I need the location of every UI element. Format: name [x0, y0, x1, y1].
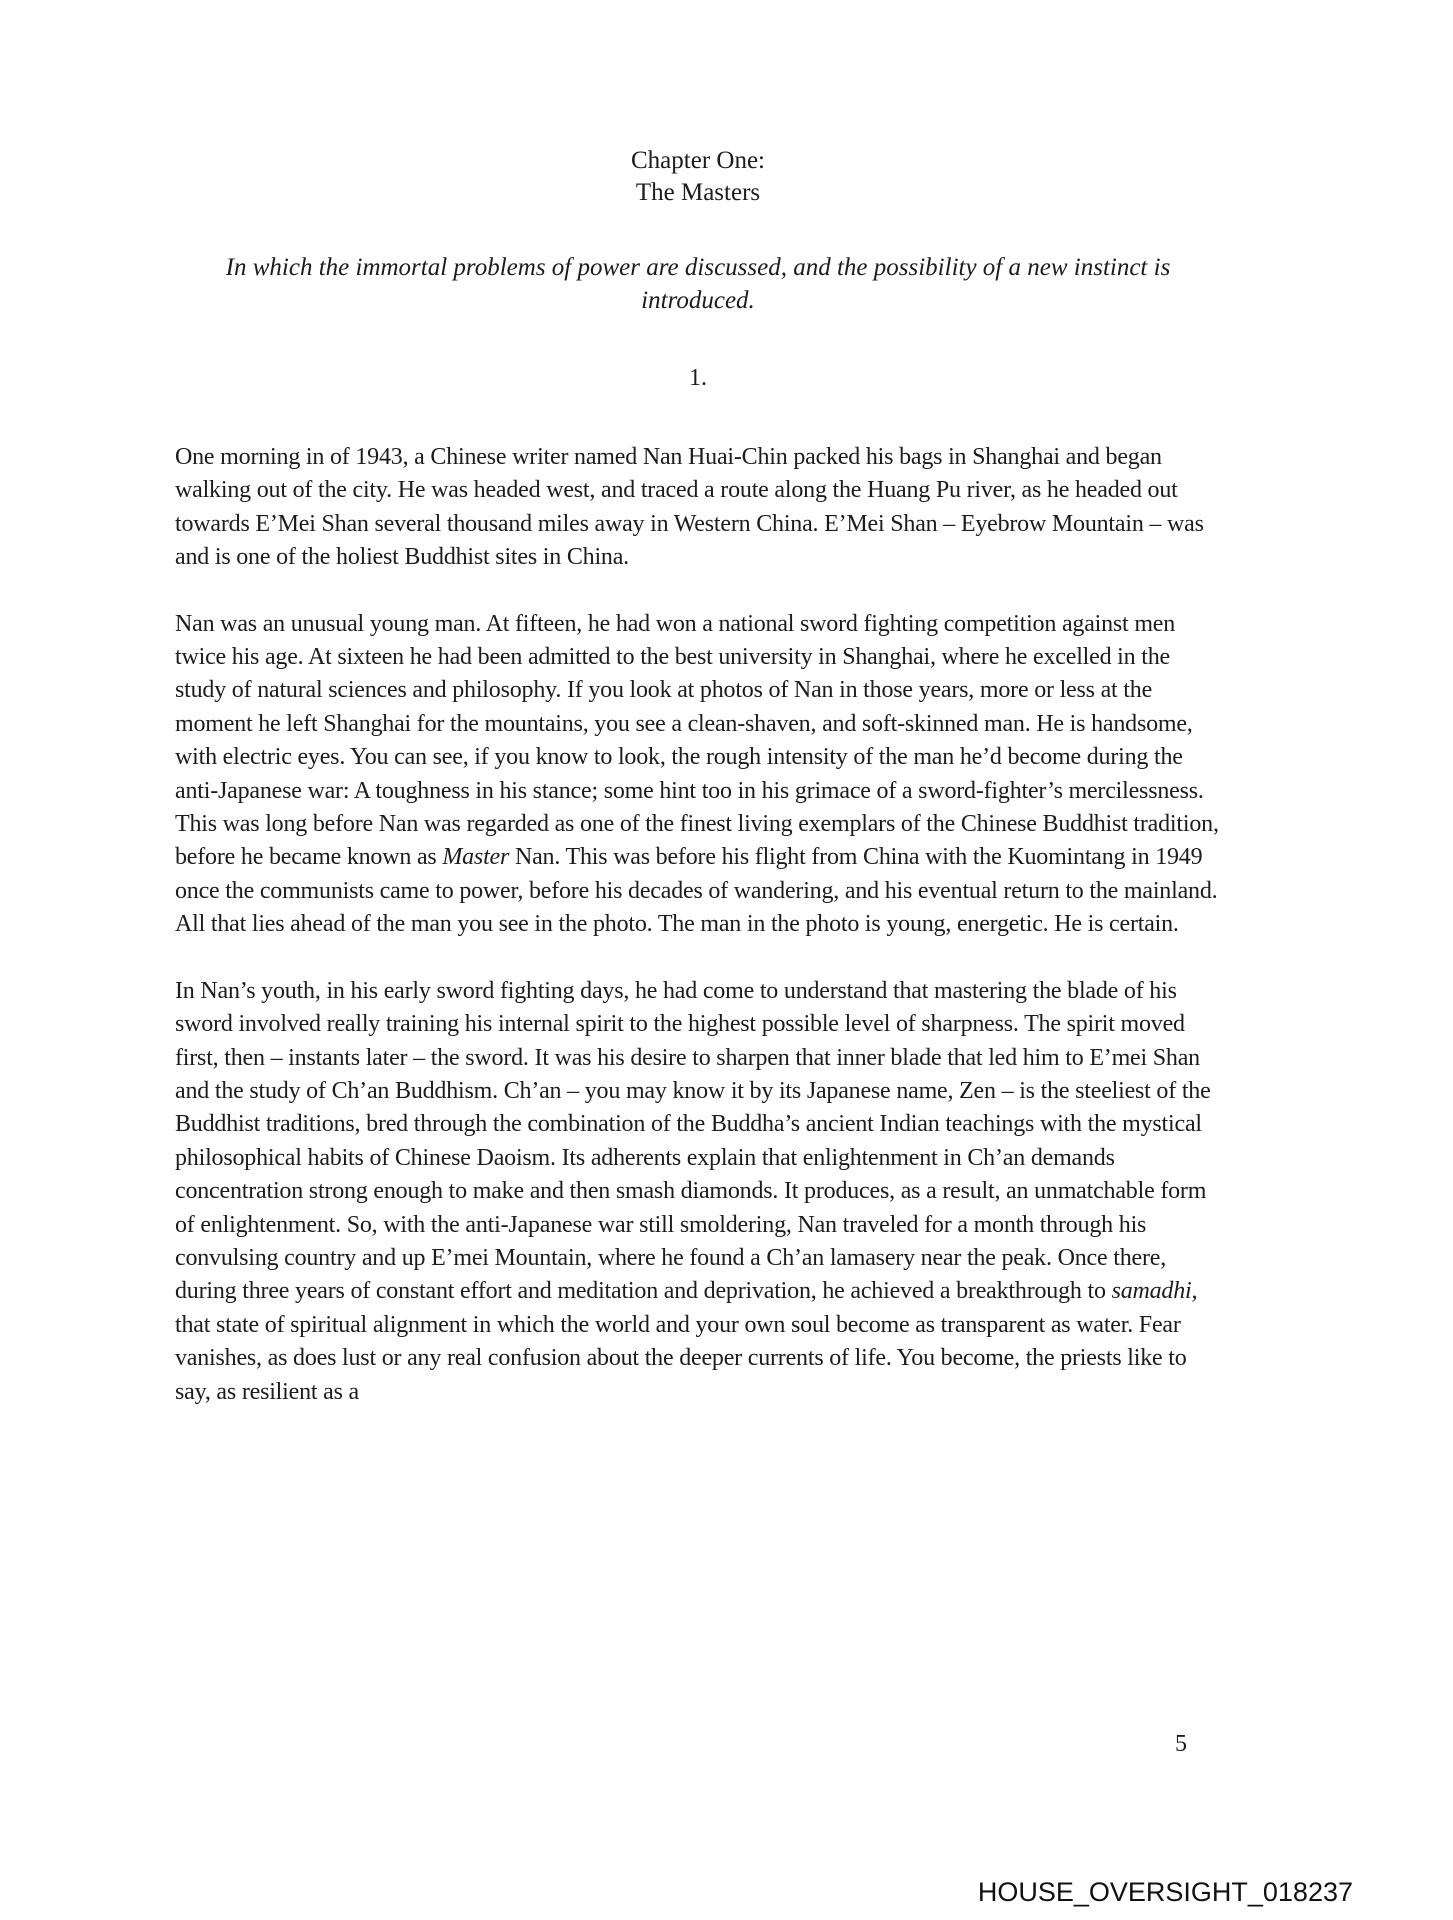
- paragraph-2-italic-term: Master: [442, 844, 510, 871]
- paragraph-1: One morning in of 1943, a Chinese writer named Nan Huai-Chin packed his bags in Shanghai and began walking out of the city. He was headed west, and traced a route along the Huang Pu river, as he headed out towards E’Mei Shan several thousand miles away in Western China. E’Mei Shan – Eyebrow Mountain – was and is one of the holiest Buddhist sites in China.: [175, 444, 1204, 571]
- chapter-heading: [175, 145, 1221, 209]
- epigraph: In which the immortal problems of power are discussed, and the possibility of a new instinct is introduced.: [225, 254, 1171, 314]
- section-number: 1.: [689, 365, 707, 391]
- paragraph-3: [175, 975, 1221, 1409]
- paragraph-2-text: Nan was an unusual young man. At fifteen, he had won a national sword fighting competition against men twice his age. At sixteen he had been admitted to the best university in Shanghai, where he excelled in the study of natural sciences and philosophy. If you look at photos of Nan in those years, more or less at the moment he left Shanghai for the mountains, you see a clean-shaven, and soft-skinned man. He is handsome, with electric eyes. You can see, if you know to look, the rough intensity of the man he’d become during the anti-Japanese war: A toughness in his stance; some hint too in his grimace of a sword-fighter’s mercilessness. This was long before Nan was regarded as one of the finest living exemplars of the Chinese Buddhist tradition, before he became known as: [175, 610, 1219, 871]
- bates-stamp: HOUSE_OVERSIGHT_018237: [977, 1877, 1353, 1907]
- page-number: 5: [1175, 1731, 1187, 1757]
- paragraph-3-text-continued: that state of spiritual alignment in which the world and your own soul become as transparent as water. Fear vanishes, as does lust or any real confusion about the deeper currents of life. You become, the priests like to say, as resilient as a: [175, 1311, 1187, 1405]
- chapter-heading-line1: Chapter One:: [631, 147, 765, 174]
- paragraph-3-text: In Nan’s youth, in his early sword fighting days, he had come to understand that mastering the blade of his sword involved really training his internal spirit to the highest possible level of sharpness. The spirit moved first, then – instants later – the sword. It was his desire to sharpen that inner blade that led him to E’mei Shan and the study of Ch’an Buddhism. Ch’an – you may know it by its Japanese name, Zen – is the steeliest of the Buddhist traditions, bred through the combination of the Buddha’s ancient Indian teachings with the mystical philosophical habits of Chinese Daoism. Its adherents explain that enlightenment in Ch’an demands concentration strong enough to make and then smash diamonds. It produces, as a result, an unmatchable form of enlightenment. So, with the anti-Japanese war still smoldering, Nan traveled for a month through his convulsing country and up E’mei Mountain, where he found a Ch’an lamasery near the peak. Once there, during three years of constant effort and meditation and deprivation, he achieved a breakthrough to: [175, 977, 1211, 1305]
- text-block: [175, 0, 1221, 1409]
- chapter-heading-line2: The Masters: [635, 179, 761, 206]
- paragraph-2-text-continued: Nan. This was before his flight from China with the Kuomintang in 1949 once the communists came to power, before his decades of wandering, and his eventual return to the mainland. All that lies ahead of the man you see in the photo. The man in the photo is young, energetic. He is certain.: [175, 844, 1218, 938]
- paragraph-3-italic-term: samadhi,: [1111, 1278, 1198, 1305]
- paragraph-2: [175, 608, 1221, 942]
